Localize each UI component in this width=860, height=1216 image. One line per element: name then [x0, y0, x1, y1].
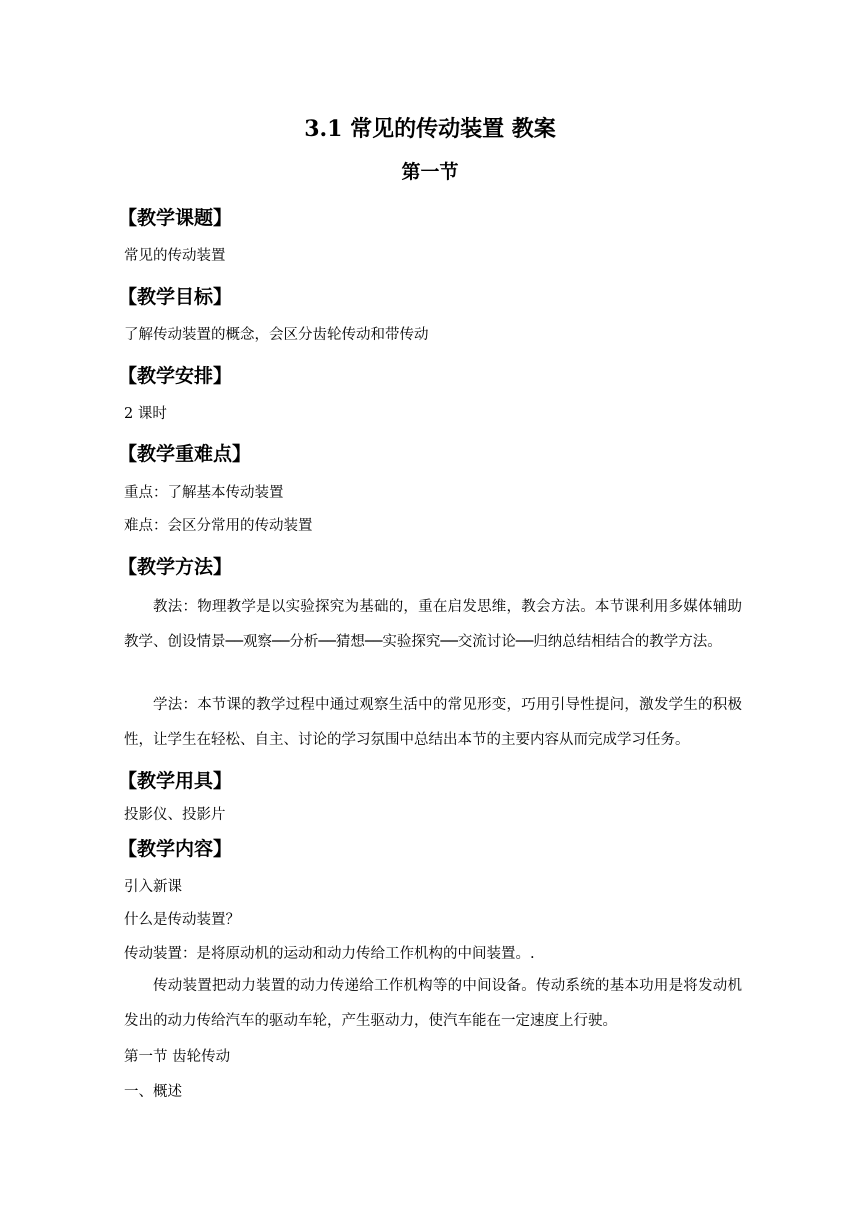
- tools-text: 投影仪、投影片: [124, 807, 226, 823]
- method-learning-paragraph: 学法：本节课的教学过程中通过观察生活中的常见形变，巧用引导性提问，激发学生的积极性，让学生在轻松、自主、讨论的学习氛围中总结出本节的主要内容从而完成学习任务。: [124, 697, 742, 748]
- content-paragraph: 传动装置把动力装置的动力传递给工作机构等的中间设备。传动系统的基本功用是将发动机发出的动力传给汽车的驱动车轮，产生驱动力，使汽车能在一定速度上行驶。: [124, 978, 742, 1029]
- method-teaching-paragraph: 教法：物理教学是以实验探究为基础的，重在启发思维，教会方法。本节课利用多媒体辅助教学、创设情景──观察──分析──猜想──实验探究──交流讨论──归纳总结相结合的教学方法。: [124, 599, 742, 650]
- content-line-intro: 引入新课: [124, 879, 182, 895]
- document-subtitle: 第一节: [401, 161, 459, 183]
- heading-content: 【教学内容】: [118, 838, 233, 860]
- content-line-question: 什么是传动装置？: [124, 912, 240, 928]
- goal-text: 了解传动装置的概念，会区分齿轮传动和带传动: [124, 327, 429, 343]
- arrangement-text: 2 课时: [124, 406, 167, 422]
- heading-goal: 【教学目标】: [118, 286, 233, 308]
- heading-arrangement: 【教学安排】: [118, 365, 233, 387]
- heading-key-points: 【教学重难点】: [118, 443, 252, 465]
- key-point-line: 重点：了解基本传动装置: [124, 485, 284, 501]
- content-line-overview: 一、概述: [124, 1084, 182, 1100]
- heading-tools: 【教学用具】: [118, 770, 233, 792]
- content-line-definition: 传动装置：是将原动机的运动和动力传给工作机构的中间装置。.: [124, 946, 535, 962]
- heading-method: 【教学方法】: [118, 556, 233, 578]
- heading-topic: 【教学课题】: [118, 207, 233, 229]
- topic-text: 常见的传动装置: [124, 248, 226, 264]
- content-line-section: 第一节 齿轮传动: [124, 1049, 231, 1065]
- document-title: 3.1 常见的传动装置 教案: [304, 116, 556, 142]
- difficult-point-line: 难点：会区分常用的传动装置: [124, 518, 313, 534]
